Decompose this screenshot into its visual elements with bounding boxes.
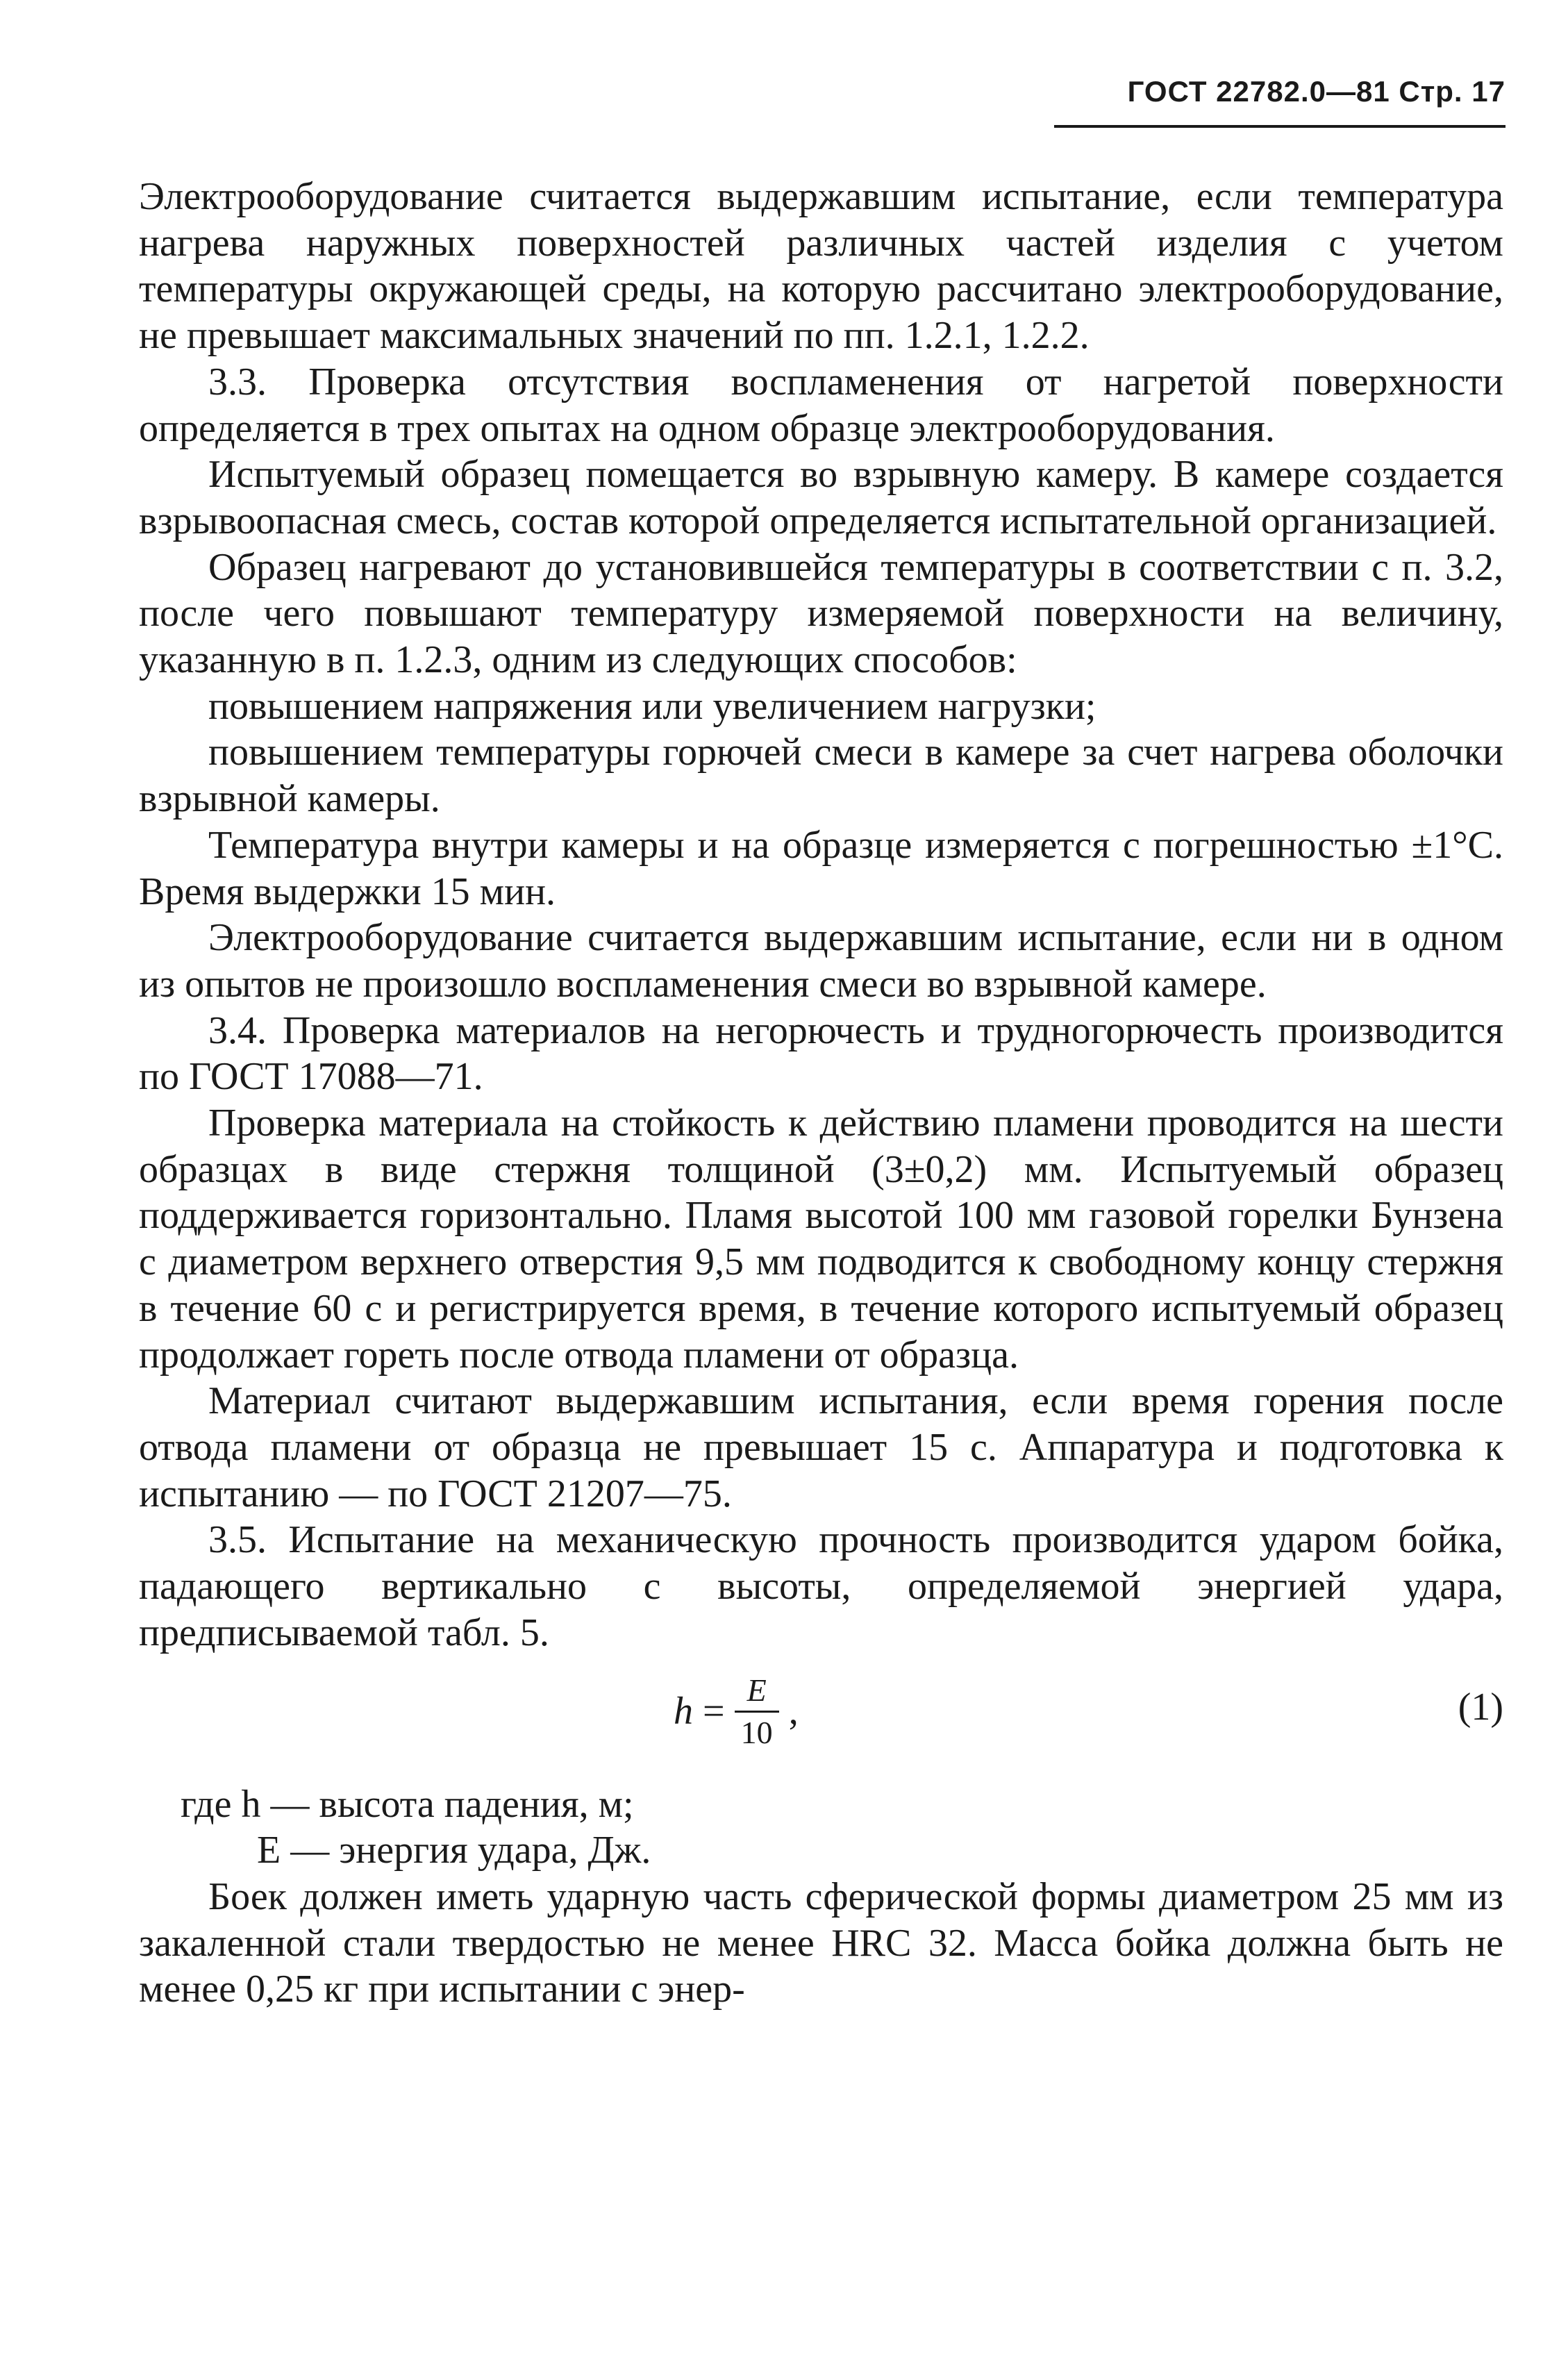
paragraph: Материал считают выдержавшим испытания, если время горения после отвода пламени от образца не превышает 15 с. Аппаратура и подготовка к испытанию — по ГОСТ 21207—75. [139, 1379, 1503, 1515]
paragraph: Электрооборудование считается выдержавшим испытание, если ни в одном из опытов не произошло воспламенения смеси во взрывной камере. [139, 916, 1503, 1006]
legend-line-e: E — энергия удара, Дж. [257, 1829, 651, 1872]
formula-fraction [735, 1670, 779, 1753]
paragraph: Испытуемый образец помещается во взрывную камеру. В камере создается взрывоопасная смесь, состав которой определяется испытательной организацией. [139, 453, 1503, 542]
formula-legend [139, 1781, 1503, 1874]
paragraph: Температура внутри камеры и на образце измеряется с погрешностью ±1°С. Время выдержки 15 мин. [139, 823, 1503, 913]
formula-equals: = [703, 1689, 725, 1733]
paragraph: Электрооборудование считается выдержавшим испытание, если температура нагрева наружных поверхностей различных частей изделия с учетом температуры окружающей среды, на которую рассчитано электрооборудование, не превышает максимальных значений по пп. 1.2.1, 1.2.2. [139, 175, 1503, 358]
paragraph: Образец нагревают до установившейся температуры в соответствии с п. 3.2, после чего повышают температуру измеряемой поверхности на величину, указанную в п. 1.2.3, одним из следующих способов: [139, 545, 1503, 682]
page-header: ГОСТ 22782.0—81 Стр. 17 [1127, 75, 1506, 108]
paragraph: 3.3. Проверка отсутствия воспламенения от нагретой поверхности определяется в трех опытах на одном образце электрооборудования. [139, 360, 1503, 450]
formula-numerator: E [735, 1670, 779, 1713]
paragraph: 3.5. Испытание на механическую прочность производится ударом бойка, падающего вертикально с высоты, определяемой энергией удара, предписываемой табл. 5. [139, 1518, 1503, 1654]
equation-number: (1) [1458, 1685, 1503, 1729]
paragraph: 3.4. Проверка материалов на негорючесть и трудногорючесть производится по ГОСТ 17088—71. [139, 1008, 1503, 1099]
paragraph: Проверка материала на стойкость к действию пламени проводится на шести образцах в виде стержня толщиной (3±0,2) мм. Испытуемый образец поддерживается горизонтально. Пламя высотой 100 мм газовой горелки Бунзена с диаметром верхнего отверстия 9,5 мм подводится к свободному концу стержня в течение 60 с и регистрируется время, в течение которого испытуемый образец продолжает гореть после отвода пламени от образца. [139, 1101, 1503, 1377]
formula-trailing: , [788, 1689, 799, 1733]
paragraph: Боек должен иметь ударную часть сферической формы диаметром 25 мм из закаленной стали твердостью не менее HRC 32. Масса бойка должна быть не менее 0,25 кг при испытании с энер- [139, 1874, 1503, 2011]
legend-line-h: где h — высота падения, м; [181, 1782, 634, 1826]
paragraph: повышением напряжения или увеличением нагрузки; [208, 684, 1096, 728]
header-rule [1054, 125, 1506, 128]
formula [674, 1670, 799, 1753]
formula-row [139, 1656, 1503, 1781]
body-text [139, 174, 1503, 2013]
paragraph: повышением температуры горючей смеси в камере за счет нагрева оболочки взрывной камеры. [139, 731, 1503, 821]
formula-lhs: h [674, 1689, 693, 1733]
formula-denominator: 10 [740, 1714, 773, 1750]
